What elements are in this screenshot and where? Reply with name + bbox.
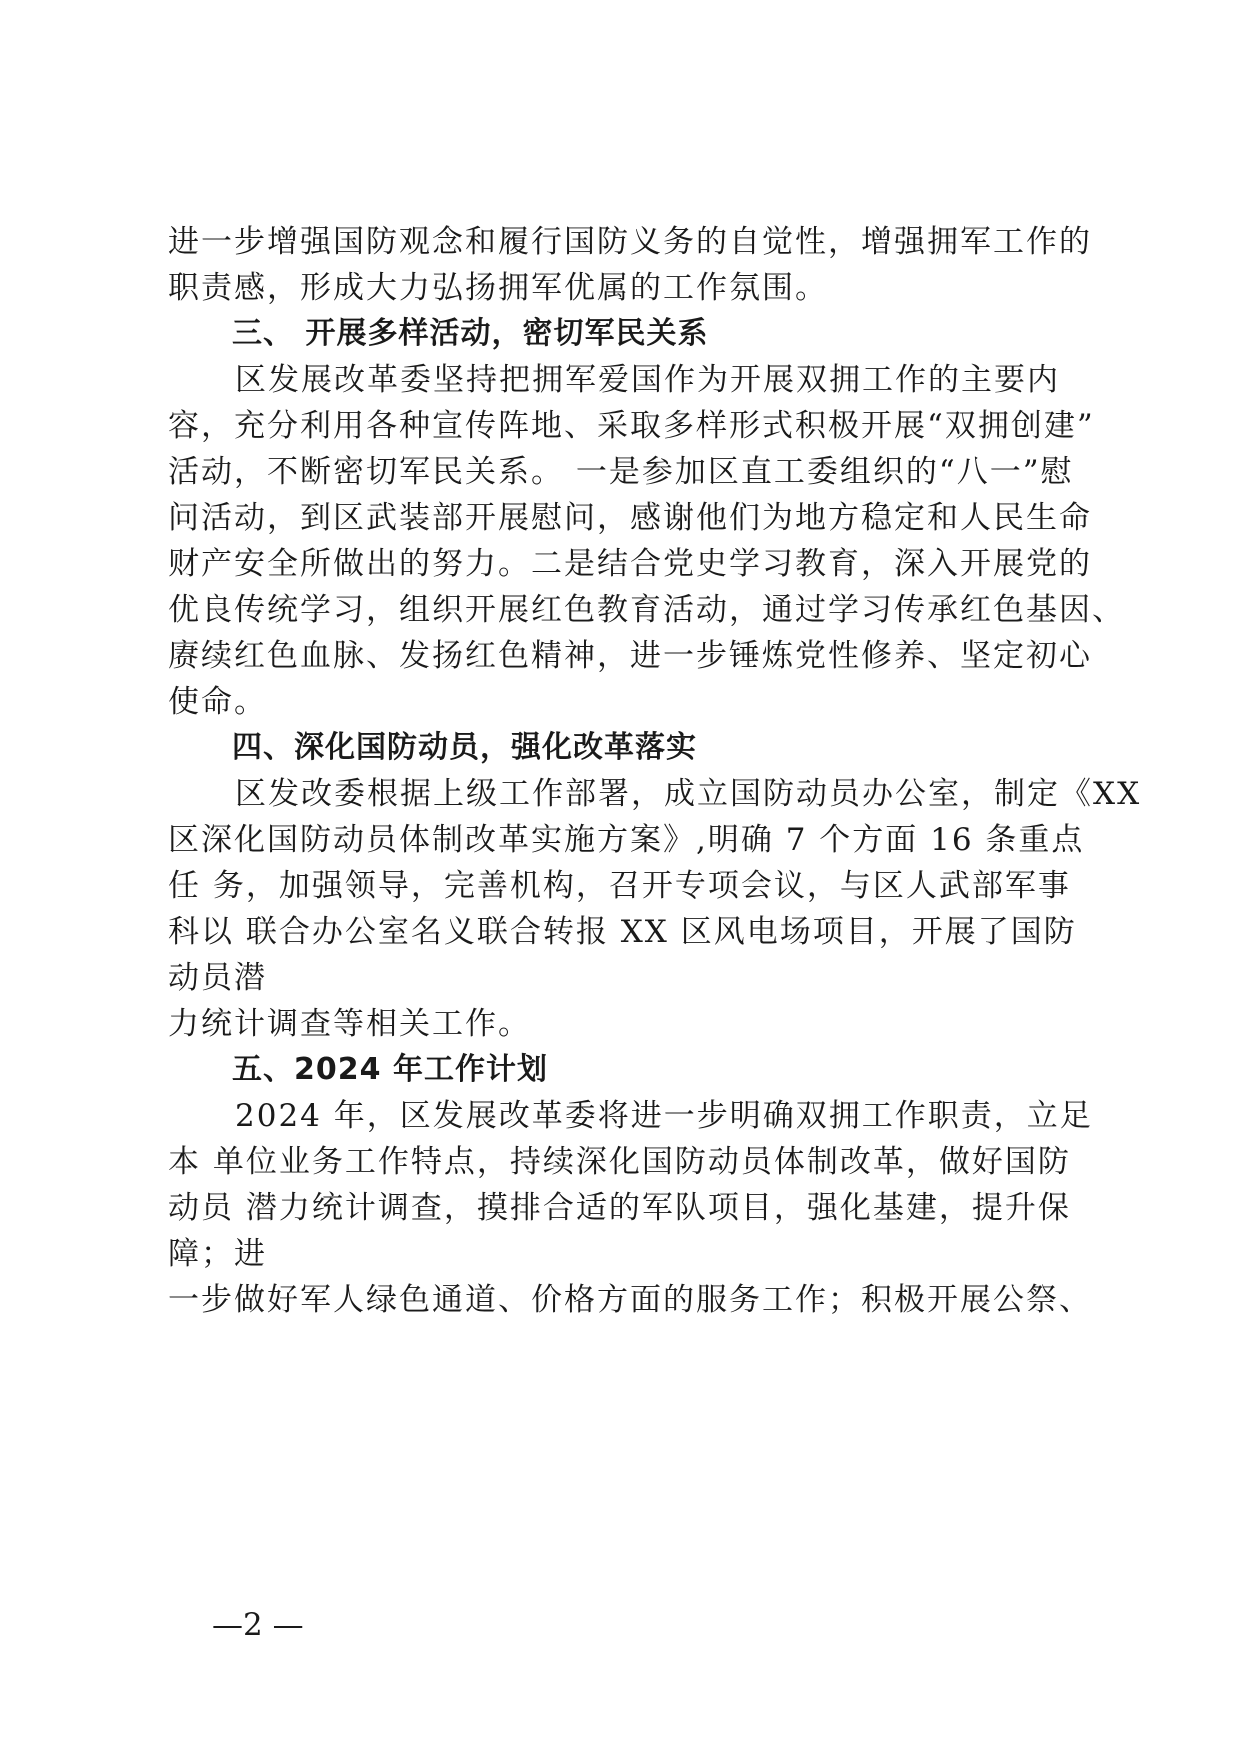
body-line: 使命。	[168, 684, 267, 720]
section-heading-4: 四、深化国防动员，强化改革落实	[232, 730, 697, 765]
body-line: 赓续红色血脉、发扬红色精神，进一步锤炼党性修养、坚定初心	[168, 638, 1092, 674]
body-line: 活动，不断密切军民关系。 一是参加区直工委组织的“八一”慰	[168, 454, 1074, 490]
section-heading-5: 五、2024 年工作计划	[232, 1052, 548, 1087]
page-number: —2 —	[212, 1607, 304, 1643]
body-line: 职责感，形成大力弘扬拥军优属的工作氛围。	[168, 270, 828, 306]
body-line: 力统计调查等相关工作。	[168, 1006, 531, 1042]
body-line: 进一步增强国防观念和履行国防义务的自觉性，增强拥军工作的	[168, 224, 1092, 260]
body-line: 区发展改革委坚持把拥军爱国作为开展双拥工作的主要内	[235, 362, 1060, 398]
body-line: 区深化国防动员体制改革实施方案》,明确 7 个方面 16 条重点	[168, 822, 1085, 858]
body-line: 2024 年，区发展改革委将进一步明确双拥工作职责，立足	[235, 1098, 1093, 1134]
body-line: 财产安全所做出的努力。二是结合党史学习教育，深入开展党的	[168, 546, 1092, 582]
body-line: 一步做好军人绿色通道、价格方面的服务工作；积极开展公祭、	[168, 1282, 1092, 1318]
body-line: 本 单位业务工作特点，持续深化国防动员体制改革，做好国防	[168, 1144, 1071, 1180]
body-line: 障；进	[168, 1236, 267, 1272]
body-line: 容，充分利用各种宣传阵地、采取多样形式积极开展“双拥创建”	[168, 408, 1095, 444]
body-line: 任 务，加强领导，完善机构，召开专项会议，与区人武部军事	[168, 868, 1071, 904]
section-heading-3: 三、 开展多样活动，密切军民关系	[232, 316, 709, 351]
body-line: 问活动，到区武装部开展慰问，感谢他们为地方稳定和人民生命	[168, 500, 1092, 536]
body-line: 动员潜	[168, 960, 267, 996]
body-line: 科以 联合办公室名义联合转报 XX 区风电场项目，开展了国防	[168, 914, 1077, 950]
body-line: 区发改委根据上级工作部署，成立国防动员办公室，制定《XX	[235, 776, 1142, 812]
body-line: 优良传统学习，组织开展红色教育活动，通过学习传承红色基因、	[168, 592, 1125, 628]
body-line: 动员 潜力统计调查，摸排合适的军队项目，强化基建，提升保	[168, 1190, 1071, 1226]
